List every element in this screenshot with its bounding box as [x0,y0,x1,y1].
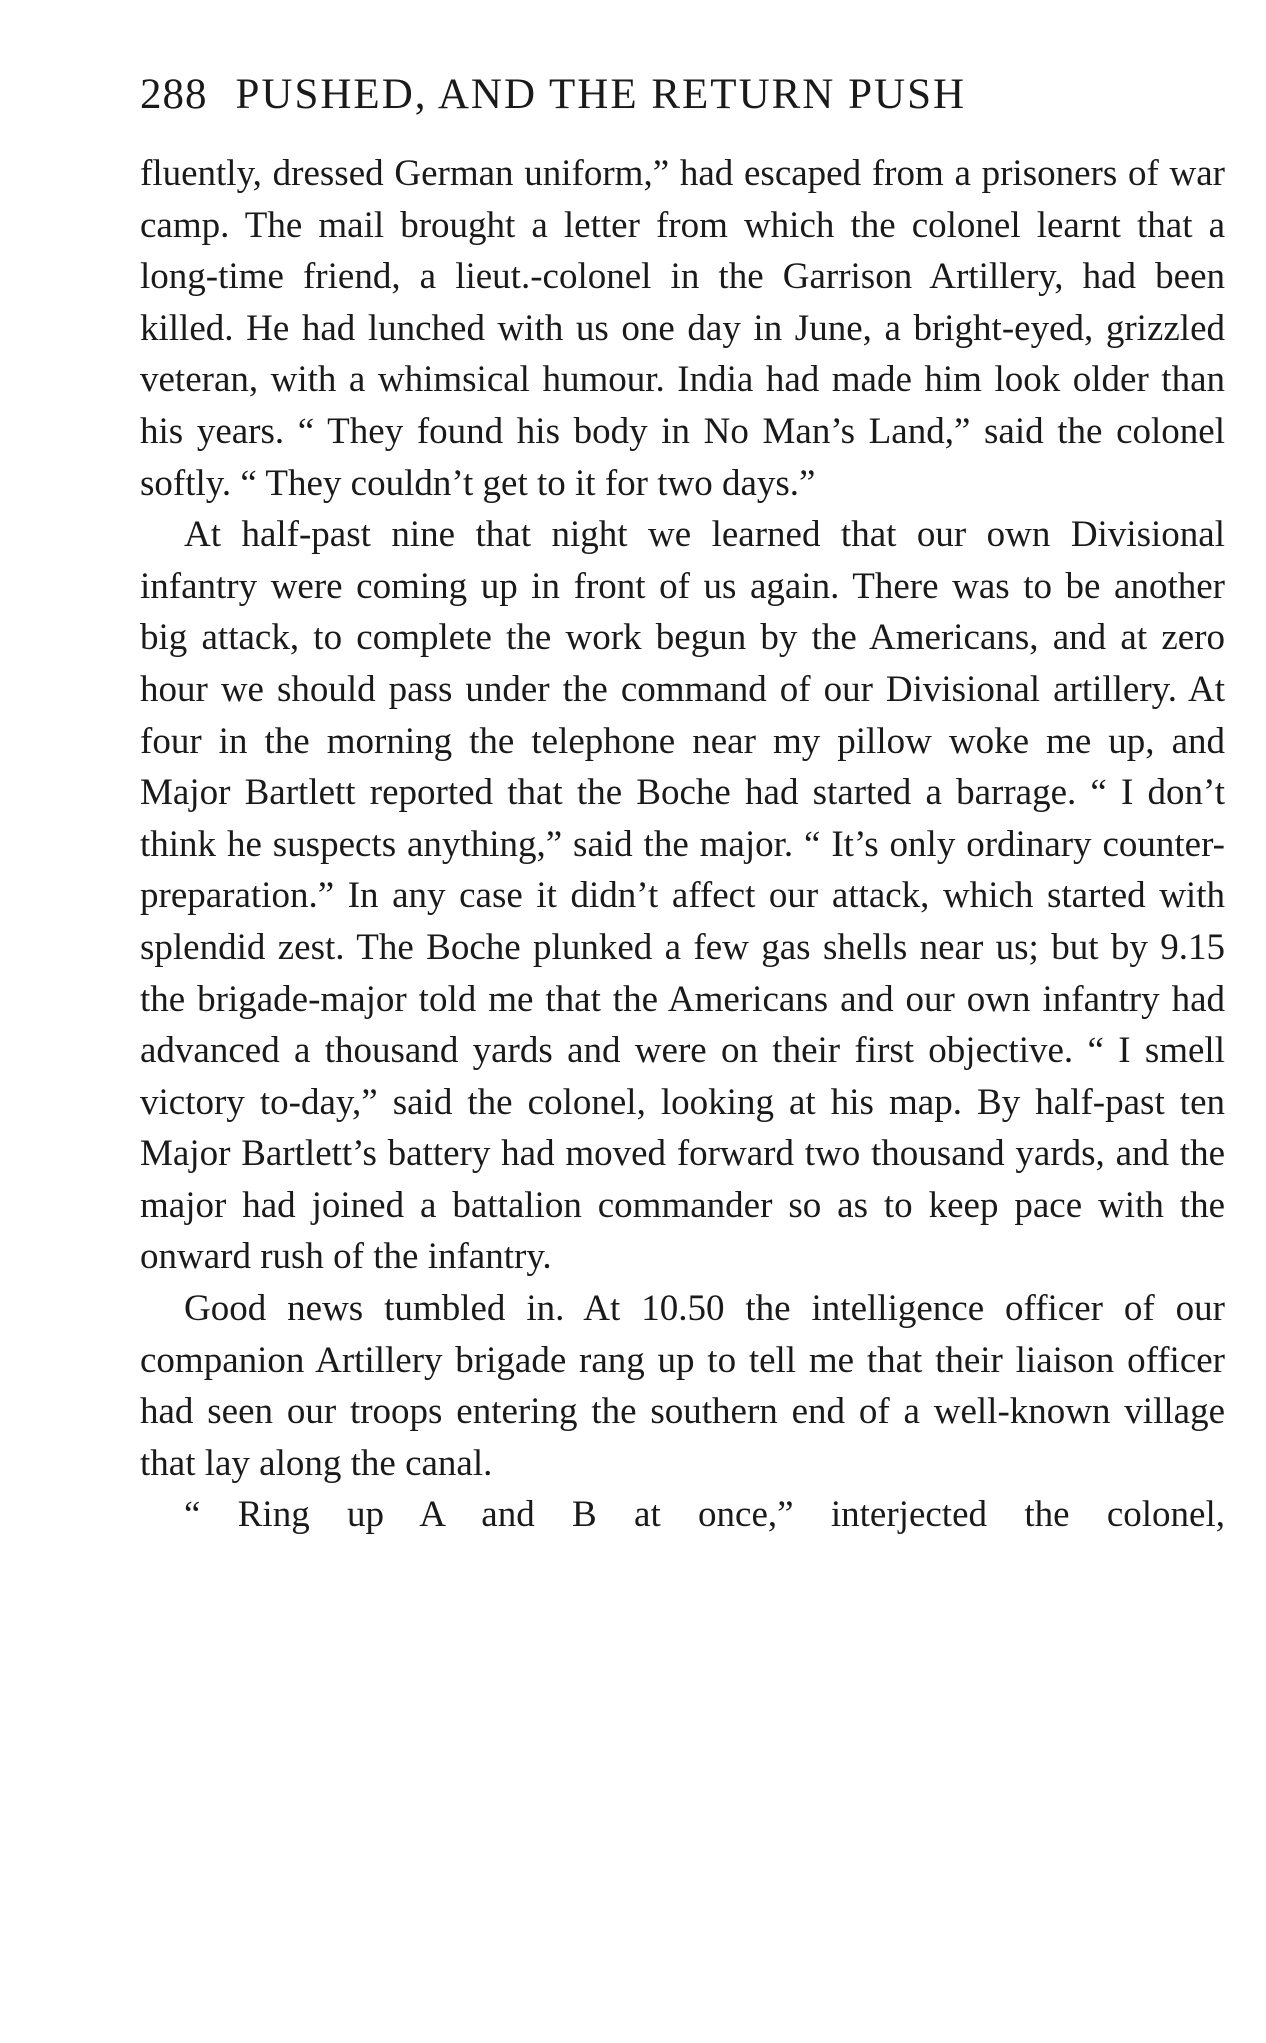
paragraph-good-news: Good news tumbled in. At 10.50 the intelligence officer of our companion Artillery brigade rang up to tell me that their liaison officer had seen our troops entering the southern end of a well-known village that lay along the canal. [140,1288,1225,1484]
book-title: PUSHED, AND THE RETURN PUSH [235,71,967,118]
paragraph-continuation: fluently, dressed German uniform,” had escaped from a prisoners of war camp. The mail brought a letter from which the colonel learnt that a long-time friend, a lieut.-colonel in the Garrison Artillery, had been killed. He had lunched with us one day in June, a bright-eyed, grizzled veteran, with a whimsical humour. India had made him look older than his years. “ They found his body in No Man’s Land,” said the colonel softly. “ They couldn’t get to it for two days.” [140,153,1225,504]
running-head [140,70,1225,130]
paragraph-attack: At half-past nine that night we learned that our own Divisional infantry were coming up in front of us again. There was to be another big attack, to complete the work begun by the Americans, and at zero hour we should pass under the command of our Divisional artillery. At four in the morning the telephone near my pillow woke me up, and Major Bartlett reported that the Boche had started a barrage. “ I don’t think he suspects anything,” said the major. “ It’s only ordinary counter-preparation.” In any case it didn’t affect our attack, which started with splendid zest. The Boche plunked a few gas shells near us; but by 9.15 the brigade-major told me that the Americans and our own infantry had advanced a thousand yards and were on their first objective. “ I smell victory to-day,” said the colonel, looking at his map. By half-past ten Major Bartlett’s battery had moved forward two thousand yards, and the major had joined a battalion commander so as to keep pace with the onward rush of the infantry. [140,514,1225,1278]
book-page [140,70,1225,1541]
page-number: 288 [140,71,208,118]
paragraph-ring-up: “ Ring up A and B at once,” interjected the colonel, [184,1494,1225,1536]
body-text [140,148,1225,1541]
